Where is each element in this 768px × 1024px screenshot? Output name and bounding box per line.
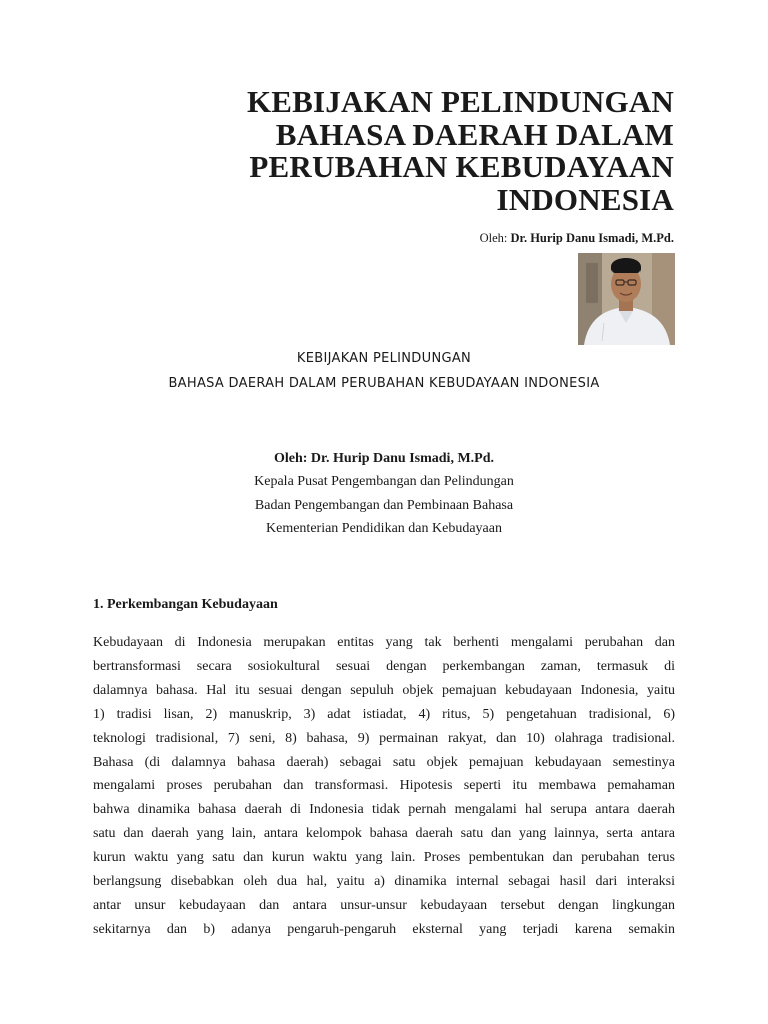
paragraph-line: teknologi tradisional, 7) seni, 8) bahasa, 9) permainan rakyat, dan 10) olahraga tradisional.	[93, 730, 675, 746]
author-photo	[578, 253, 675, 345]
paragraph-line: kurun waktu yang satu dan kurun waktu yang lain. Proses pembentukan dan perubahan terus	[93, 850, 675, 866]
paragraph-line: berlangsung disebabkan oleh dua hal, yaitu a) dinamika internal sebagai hasil dari interaksi	[93, 874, 675, 890]
paragraph-line: antar unsur kebudayaan dan antara unsur-unsur kebudayaan tersebut dengan lingkungan	[93, 897, 675, 913]
paragraph-line: bertransformasi secara sosiokultural sesuai dengan perkembangan zaman, termasuk di	[93, 658, 675, 674]
paragraph-line: bahwa dinamika bahasa daerah di Indonesia tidak pernah mengalami hal serupa antara daerah	[93, 802, 675, 818]
byline-name: Dr. Hurip Danu Ismadi, M.Pd.	[510, 231, 674, 245]
author-line: Kementerian Pendidikan dan Kebudayaan	[266, 521, 502, 536]
subheading-line: KEBIJAKAN PELINDUNGAN	[296, 351, 472, 366]
byline-prefix: Oleh:	[479, 231, 508, 245]
title-line: BAHASA DAERAH DALAM	[275, 116, 674, 152]
paragraph-line: 1) tradisi lisan, 2) manuskrip, 3) adat istiadat, 4) ritus, 5) pengetahuan tradisional, 6)	[93, 706, 675, 722]
author-line: Badan Pengembangan dan Pembinaan Bahasa	[254, 498, 514, 513]
paragraph-line: dalamnya bahasa. Hal itu sesuai dengan sepuluh objek pemajuan kebudayaan Indonesia, yaitu	[93, 682, 675, 698]
paragraph-line: satu dan daerah yang lain, antara kelompok bahasa daerah satu dan yang lainnya, serta antara	[93, 826, 675, 842]
paragraph-line: sekitarnya dan b) adanya pengaruh-pengaruh eksternal yang terjadi karena semakin	[93, 921, 675, 937]
subheading-line: BAHASA DAERAH DALAM PERUBAHAN KEBUDAYAAN INDONESIA	[168, 376, 600, 391]
title-line: INDONESIA	[496, 181, 674, 217]
section-heading: 1. Perkembangan Kebudayaan	[93, 597, 278, 612]
paragraph-line: Kebudayaan di Indonesia merupakan entitas yang tak berhenti mengalami perubahan dan	[93, 635, 675, 650]
document-title	[114, 86, 674, 216]
title-line: KEBIJAKAN PELINDUNGAN	[246, 84, 674, 119]
paragraph-line: Bahasa (di dalamnya bahasa daerah) sebagai satu objek pemajuan kebudayaan semestinya	[93, 754, 675, 770]
author-line: Kepala Pusat Pengembangan dan Pelindungan	[254, 474, 514, 489]
body-paragraph	[93, 631, 675, 942]
paragraph-line: mengalami proses perubahan dan transformasi. Hipotesis seperti itu membawa pemahaman	[93, 778, 675, 794]
author-line: Oleh: Dr. Hurip Danu Ismadi, M.Pd.	[273, 451, 494, 466]
author-byline	[480, 231, 674, 246]
title-line: PERUBAHAN KEBUDAYAAN	[249, 149, 674, 184]
